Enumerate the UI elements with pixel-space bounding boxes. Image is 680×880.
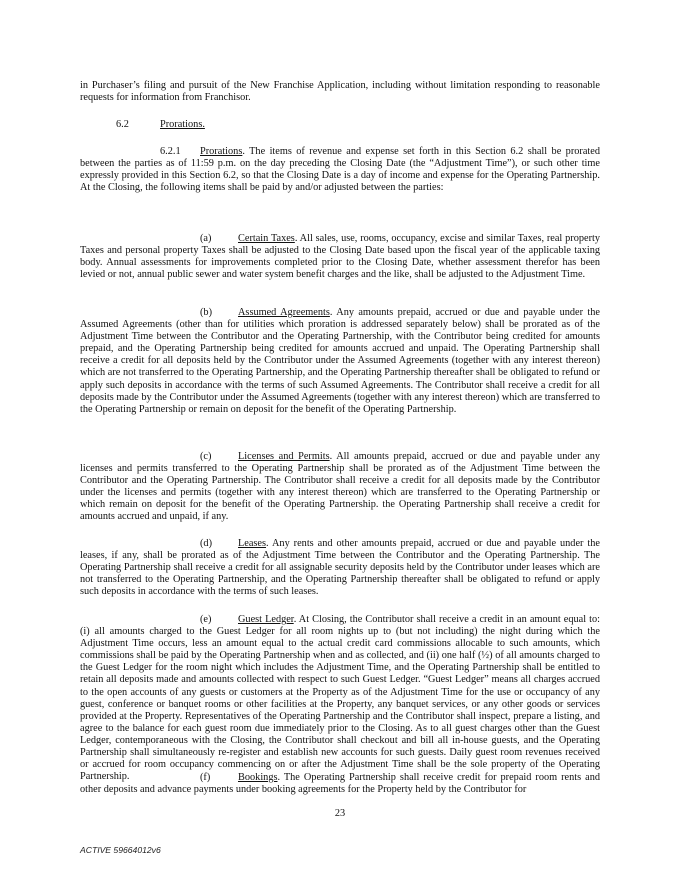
clause-text: . Any amounts prepaid, accrued or due and payable under the Assumed Agreements (other than for utilities which proration is addressed separately below) shall be prorated as of the Adjustment Time between the Contributor and the Operating Partnership, with the Contributor being credited for amounts prepaid, and the Operating Partnership being credited for amounts accrued and unpaid. The Operating Partnership shall receive a credit for all deposits held by the Contributor under the Assumed Agreements (together with any interest thereon) which are not transferred to the Operating Partnership, and the Operating Partnership thereafter shall be obligated to refund or apply such deposits in accordance with the terms of such Assumed Agreements. The Contributor shall receive a credit for all deposits made by the Contributor under the Assumed Agreements (together with any interest thereon) which are transferred to the Operating Partnership or remain on deposit for the benefit of the Operating Partnership.	[80, 307, 600, 415]
clause-text: . At Closing, the Contributor shall receive a credit in an amount equal to: (i) all amounts charged to the Guest Ledger for all room nights up to (but not including) the night during which the Adjustment Time occurs, less an amount equal to the actual credit card commissions allocable to such amounts, which commissions shall be paid by the Operating Partnership when and as collected, and (ii) one half (½) of all amounts charged to the Guest Ledger for the room night which includes the Adjustment Time, and the Operating Partnership shall be entitled to retain all deposits made and amounts collected with respect to such Guest Ledger. “Guest Ledger” means all charges accrued to the open accounts of any guests or customers at the Property as of the Adjustment Time for the use or occupancy of any guest, conference or banquet rooms or other facilities at the Property, any banquet services, or any other goods or services provided at the Property. Representatives of the Operating Partnership and the Contributor shall inspect, prepare a listing, and agree to the balance for each guest room due immediately prior to the Closing. As to all guest charges other than the Guest Ledger, contemporaneous with the Closing, the Contributor shall checkout and bill all in-house guests, and the Operating Partnership shall simultaneously re-register and establish new accounts for such guests. Daily guest room revenues received or accrued for room occupancy commencing on or after the Adjustment Time shall be the sole property of the Operating Partnership.	[80, 614, 600, 783]
page-number: 23	[334, 808, 346, 819]
clause-letter: (d)	[200, 538, 213, 549]
clause-letter: (b)	[200, 307, 213, 318]
clause-title: Leases	[238, 538, 267, 549]
document-id-footer: ACTIVE 59664012v6	[80, 845, 161, 855]
clause-title: Assumed Agreements	[238, 307, 330, 318]
subsection-number: 6.2.1	[160, 146, 181, 157]
clause-letter: (f)	[200, 772, 211, 783]
section-title: Prorations.	[160, 119, 205, 130]
clause-a	[80, 233, 600, 281]
subsection-title: Prorations	[200, 146, 243, 157]
clause-text: . All amounts prepaid, accrued or due and payable under any licenses and permits transferred to the Operating Partnership shall be prorated as of the Adjustment Time between the Contributor and the Operating Partnership. The Contributor shall receive a credit for all deposits made by the Contributor under the licenses and permits (together with any interest thereon) which are transferred to the Operating Partnership or which remain on deposit for the benefit of the Operating Partnership. the Operating Partnership shall receive a credit for amounts accrued and unpaid, if any.	[80, 451, 600, 523]
clause-letter: (a)	[200, 233, 212, 244]
clause-d	[80, 538, 600, 598]
section-heading	[116, 119, 205, 131]
clause-title: Guest Ledger	[238, 614, 294, 625]
clause-text: . All sales, use, rooms, occupancy, excise and similar Taxes, real property Taxes and personal property Taxes shall be adjusted to the Closing Date based upon the fiscal year of the applicable taxing body. Annual assessments for improvements completed prior to the Closing Date, whether assessment therefor has been levied or not, annual public sewer and water system benefit charges and the like, shall be adjusted to the Adjustment Time.	[80, 233, 601, 281]
clause-b	[80, 307, 600, 416]
clause-f	[80, 772, 600, 796]
clause-letter: (c)	[200, 451, 212, 462]
clause-e	[80, 614, 600, 783]
clause-text: . The Operating Partnership shall receive credit for prepaid room rents and other deposits and advance payments under booking agreements for the Property held by the Contributor for	[80, 772, 600, 796]
subsection-text: . The items of revenue and expense set forth in this Section 6.2 shall be prorated between the parties as of 11:59 p.m. on the day preceding the Closing Date (the “Adjustment Time”), or such other time expressly provided in this Section 6.2, so that the Closing Date is a day of income and expense for the Operating Partnership. At the Closing, the following items shall be paid by and/or adjusted between the parties:	[80, 146, 600, 194]
intro-paragraph: in Purchaser’s filing and pursuit of the New Franchise Application, including without limitation responding to reasonable requests for information from Franchisor.	[80, 80, 600, 104]
clause-title: Certain Taxes	[238, 233, 295, 244]
subsection-6-2-1	[80, 146, 600, 194]
clause-text: . Any rents and other amounts prepaid, accrued or due and payable under the leases, if any, shall be prorated as of the Adjustment Time between the Contributor and the Operating Partnership. The Operating Partnership shall receive a credit for all assignable security deposits held by the Contributor under leases which are not transferred to the Operating Partnership, and the Operating Partnership thereafter shall be obligated to refund or apply such deposits in accordance with the terms of such leases.	[80, 538, 600, 598]
section-number: 6.2	[116, 119, 129, 130]
clause-c	[80, 451, 600, 524]
clause-title: Bookings	[238, 772, 278, 783]
clause-letter: (e)	[200, 614, 212, 625]
clause-title: Licenses and Permits	[238, 451, 330, 462]
